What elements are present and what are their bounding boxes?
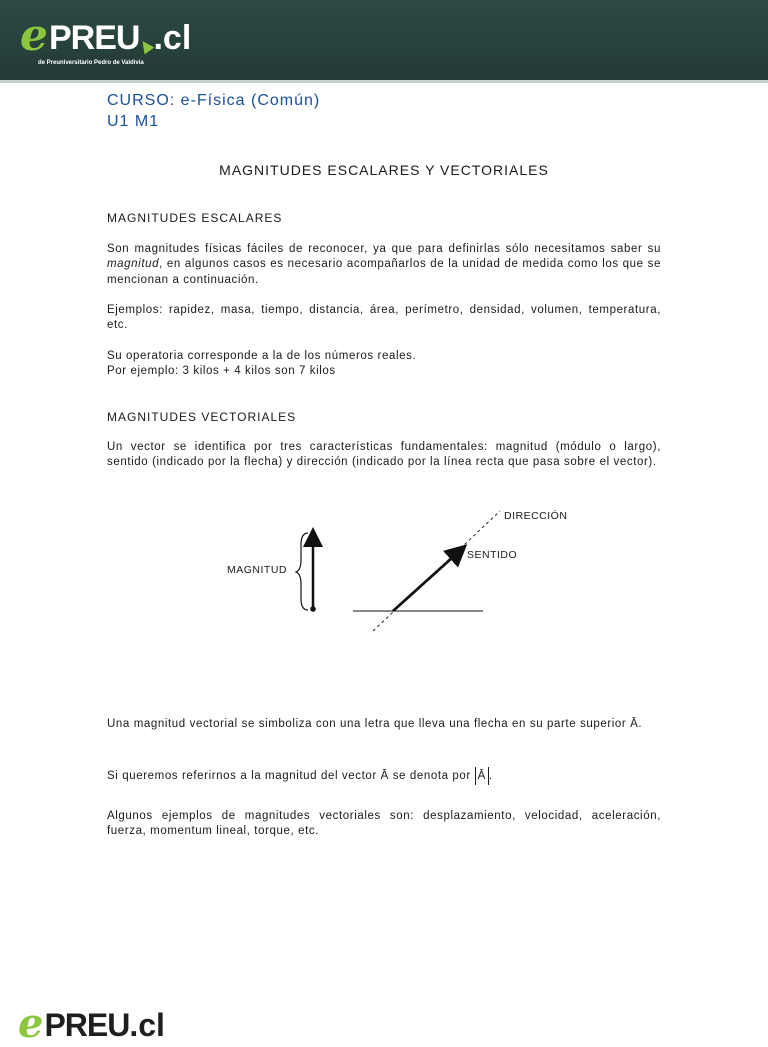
course-info [107, 90, 320, 132]
course-name: CURSO: e-Física (Común) [107, 92, 321, 109]
logo-preu: PREU [49, 19, 140, 57]
course-unit: U1 M1 [107, 113, 160, 130]
paragraph-escalares-definition [107, 242, 661, 288]
label-direccion: DIRECCIÓN [504, 510, 568, 522]
logo-cl: .cl [153, 19, 192, 57]
operatoria-line-1: Su operatoria corresponde a la de los números reales. [107, 350, 417, 362]
text-fragment: Si queremos referirnos a la magnitud del vector [107, 770, 381, 782]
paragraph-vectoriales-definition [107, 440, 661, 471]
cursor-icon [138, 38, 155, 55]
logo-tagline: de Preuniversitario Pedro de Valdivia [38, 60, 144, 66]
vector-symbol: Ā [380, 770, 389, 782]
vectoriales-definition-text: Un vector se identifica por tres características fundamentales: magnitud (módulo o largo), sentido (indicado por la flecha) y dirección (indicado por la línea recta que pasa sobre el vector). [107, 441, 661, 469]
vector-diagram [200, 500, 600, 650]
logo-e: e [20, 10, 48, 61]
sense-vector [393, 548, 463, 611]
text-fragment: , en algunos casos es necesario acompañarlos de la unidad de medida como los que se mencionan a continuación. [107, 258, 661, 286]
paragraph-vectorial-symbol [107, 715, 661, 734]
magnitude-brace [296, 533, 308, 610]
heading-escalares: MAGNITUDES ESCALARES [107, 211, 283, 225]
text-fragment: se denota por [388, 770, 475, 782]
footer-logo-cl: .cl [129, 1007, 165, 1043]
label-magnitud: MAGNITUD [227, 564, 287, 576]
operatoria-line-2: Por ejemplo: 3 kilos + 4 kilos son 7 kilos [107, 365, 336, 378]
text-fragment: . [488, 770, 493, 782]
emphasis-magnitud: magnitud [107, 258, 160, 271]
paragraph-escalares-operatoria [107, 349, 661, 380]
header-bar [0, 0, 768, 83]
paragraph-escalares-examples [107, 303, 661, 334]
examples-text: Ejemplos: rapidez, masa, tiempo, distancia, área, perímetro, densidad, volumen, temperatura, etc. [107, 304, 661, 332]
text-fragment: Son magnitudes físicas fáciles de reconocer, ya que para definirlas sólo necesitamos saber su [107, 243, 661, 255]
label-sentido: SENTIDO [467, 549, 518, 561]
magnitude-vector-origin [310, 606, 316, 612]
heading-vectoriales: MAGNITUDES VECTORIALES [107, 410, 297, 424]
logo-wordmark [20, 10, 192, 61]
page-title: MAGNITUDES ESCALARES Y VECTORIALES [219, 162, 549, 178]
footer-logo [18, 1000, 165, 1047]
vector-symbol: Ā [630, 718, 639, 730]
vectorial-examples-text: Algunos ejemplos de magnitudes vectoriales son: desplazamiento, velocidad, aceleración, fuerza, momentum lineal, torque, etc. [107, 810, 661, 838]
epreu-logo[interactable] [20, 10, 192, 74]
text-fragment: . [638, 718, 643, 730]
text-fragment: Una magnitud vectorial se simboliza con una letra que lleva una flecha en su parte superior [107, 718, 631, 730]
paragraph-vectorial-examples [107, 809, 661, 840]
footer-logo-preu: PREU [44, 1007, 130, 1043]
absolute-value-notation: Ā [475, 767, 489, 785]
paragraph-vector-magnitude-notation [107, 767, 661, 785]
footer-logo-e: e [18, 1000, 44, 1047]
